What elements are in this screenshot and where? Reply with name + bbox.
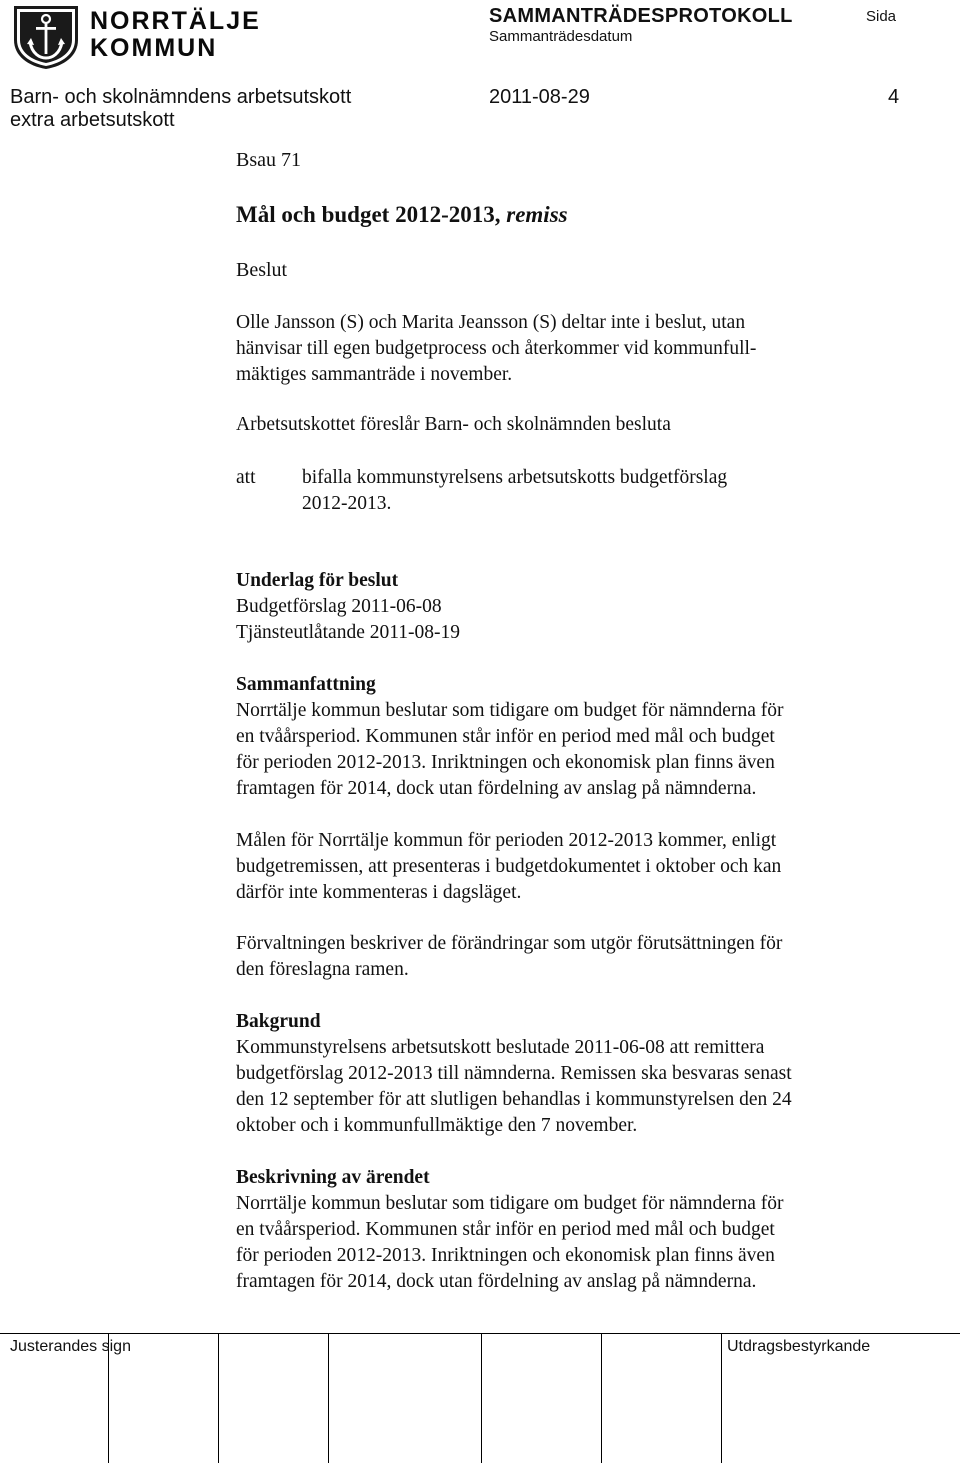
- signature-box-divider: [721, 1333, 722, 1463]
- underlag-heading: Underlag för beslut: [236, 570, 399, 591]
- signature-box-divider: [481, 1333, 482, 1463]
- att-clause-text: [302, 465, 727, 517]
- utdragsbestyrkande-label: Utdragsbestyrkande: [727, 1338, 871, 1355]
- text-line: mäktiges sammanträde i november.: [236, 364, 513, 385]
- text-line: bifalla kommunstyrelsens arbetsutskotts budgetförslag: [302, 467, 728, 488]
- paragraph-reference: Bsau 71: [236, 149, 301, 171]
- text-line: framtagen för 2014, dock utan fördelning av anslag på nämnderna.: [236, 778, 757, 799]
- text-line: Förvaltningen beskriver de förändringar som utgör förutsättningen för: [236, 933, 783, 954]
- meeting-date-label: Sammanträdesdatum: [489, 28, 633, 45]
- document-type-title: SAMMANTRÄDESPROTOKOLL: [489, 5, 793, 27]
- underlag-section: [236, 568, 460, 646]
- footer-divider: [0, 1333, 960, 1334]
- committee-name: Barn- och skolnämndens arbetsutskott: [10, 86, 352, 108]
- section-title: [236, 202, 568, 228]
- text-line: oktober och i kommunfullmäktige den 7 november.: [236, 1115, 638, 1136]
- meeting-date: 2011-08-29: [489, 86, 590, 108]
- section-title-main: Mål och budget 2012-2013,: [236, 202, 507, 227]
- text-line: Norrtälje kommun beslutar som tidigare om budget för nämnderna för: [236, 700, 784, 721]
- signature-box-divider: [601, 1333, 602, 1463]
- sammanfattning-section: [236, 672, 783, 802]
- text-line: hänvisar till egen budgetprocess och återkommer vid kommunfull-: [236, 338, 757, 359]
- text-line: därför inte kommenteras i dagsläget.: [236, 882, 522, 903]
- beslut-proposal: Arbetsutskottet föreslår Barn- och skolnämnden besluta: [236, 414, 671, 435]
- justerandes-sign-label: Justerandes sign: [10, 1338, 131, 1355]
- bakgrund-section: [236, 1009, 792, 1139]
- bakgrund-heading: Bakgrund: [236, 1011, 321, 1032]
- text-line: Kommunstyrelsens arbetsutskott beslutade 2011-06-08 att remittera: [236, 1037, 765, 1058]
- text-line: för perioden 2012-2013. Inriktningen och ekonomisk plan finns även: [236, 752, 775, 773]
- page-number: 4: [888, 86, 900, 108]
- text-line: framtagen för 2014, dock utan fördelning av anslag på nämnderna.: [236, 1271, 757, 1292]
- beskrivning-section: [236, 1165, 783, 1295]
- text-line: budgetförslag 2012-2013 till nämnderna. Remissen ska besvaras senast: [236, 1063, 792, 1084]
- att-clause-word: att: [236, 467, 256, 488]
- brand-name-line1: NORRTÄLJE: [90, 7, 261, 35]
- section-title-remiss: remiss: [506, 202, 568, 227]
- underlag-item: Tjänsteutlåtande 2011-08-19: [236, 622, 461, 643]
- beskrivning-heading: Beskrivning av ärendet: [236, 1167, 430, 1188]
- beslut-paragraph: [236, 310, 756, 388]
- signature-box-divider: [218, 1333, 219, 1463]
- text-line: budgetremissen, att presenteras i budgetdokumentet i oktober och kan: [236, 856, 782, 877]
- brand-name-line2: KOMMUN: [90, 34, 218, 62]
- text-line: en tvåårsperiod. Kommunen står inför en period med mål och budget: [236, 1219, 775, 1240]
- sammanfattning-paragraph-3: [236, 931, 782, 983]
- text-line: den föreslagna ramen.: [236, 959, 409, 980]
- sammanfattning-paragraph-2: [236, 828, 781, 906]
- text-line: Målen för Norrtälje kommun för perioden 2012-2013 kommer, enligt: [236, 830, 777, 851]
- text-line: Norrtälje kommun beslutar som tidigare om budget för nämnderna för: [236, 1193, 784, 1214]
- text-line: Olle Jansson (S) och Marita Jeansson (S) deltar inte i beslut, utan: [236, 312, 746, 333]
- signature-box-divider: [328, 1333, 329, 1463]
- page-label: Sida: [866, 8, 897, 25]
- text-line: den 12 september för att slutligen behandlas i kommunstyrelsen den 24: [236, 1089, 792, 1110]
- text-line: en tvåårsperiod. Kommunen står inför en period med mål och budget: [236, 726, 775, 747]
- municipality-coat-of-arms-logo: [12, 4, 80, 70]
- beslut-heading: Beslut: [236, 259, 288, 281]
- underlag-item: Budgetförslag 2011-06-08: [236, 596, 442, 617]
- sammanfattning-heading: Sammanfattning: [236, 674, 376, 695]
- text-line: för perioden 2012-2013. Inriktningen och ekonomisk plan finns även: [236, 1245, 775, 1266]
- committee-subtitle: extra arbetsutskott: [10, 109, 175, 131]
- text-line: 2012-2013.: [302, 493, 392, 514]
